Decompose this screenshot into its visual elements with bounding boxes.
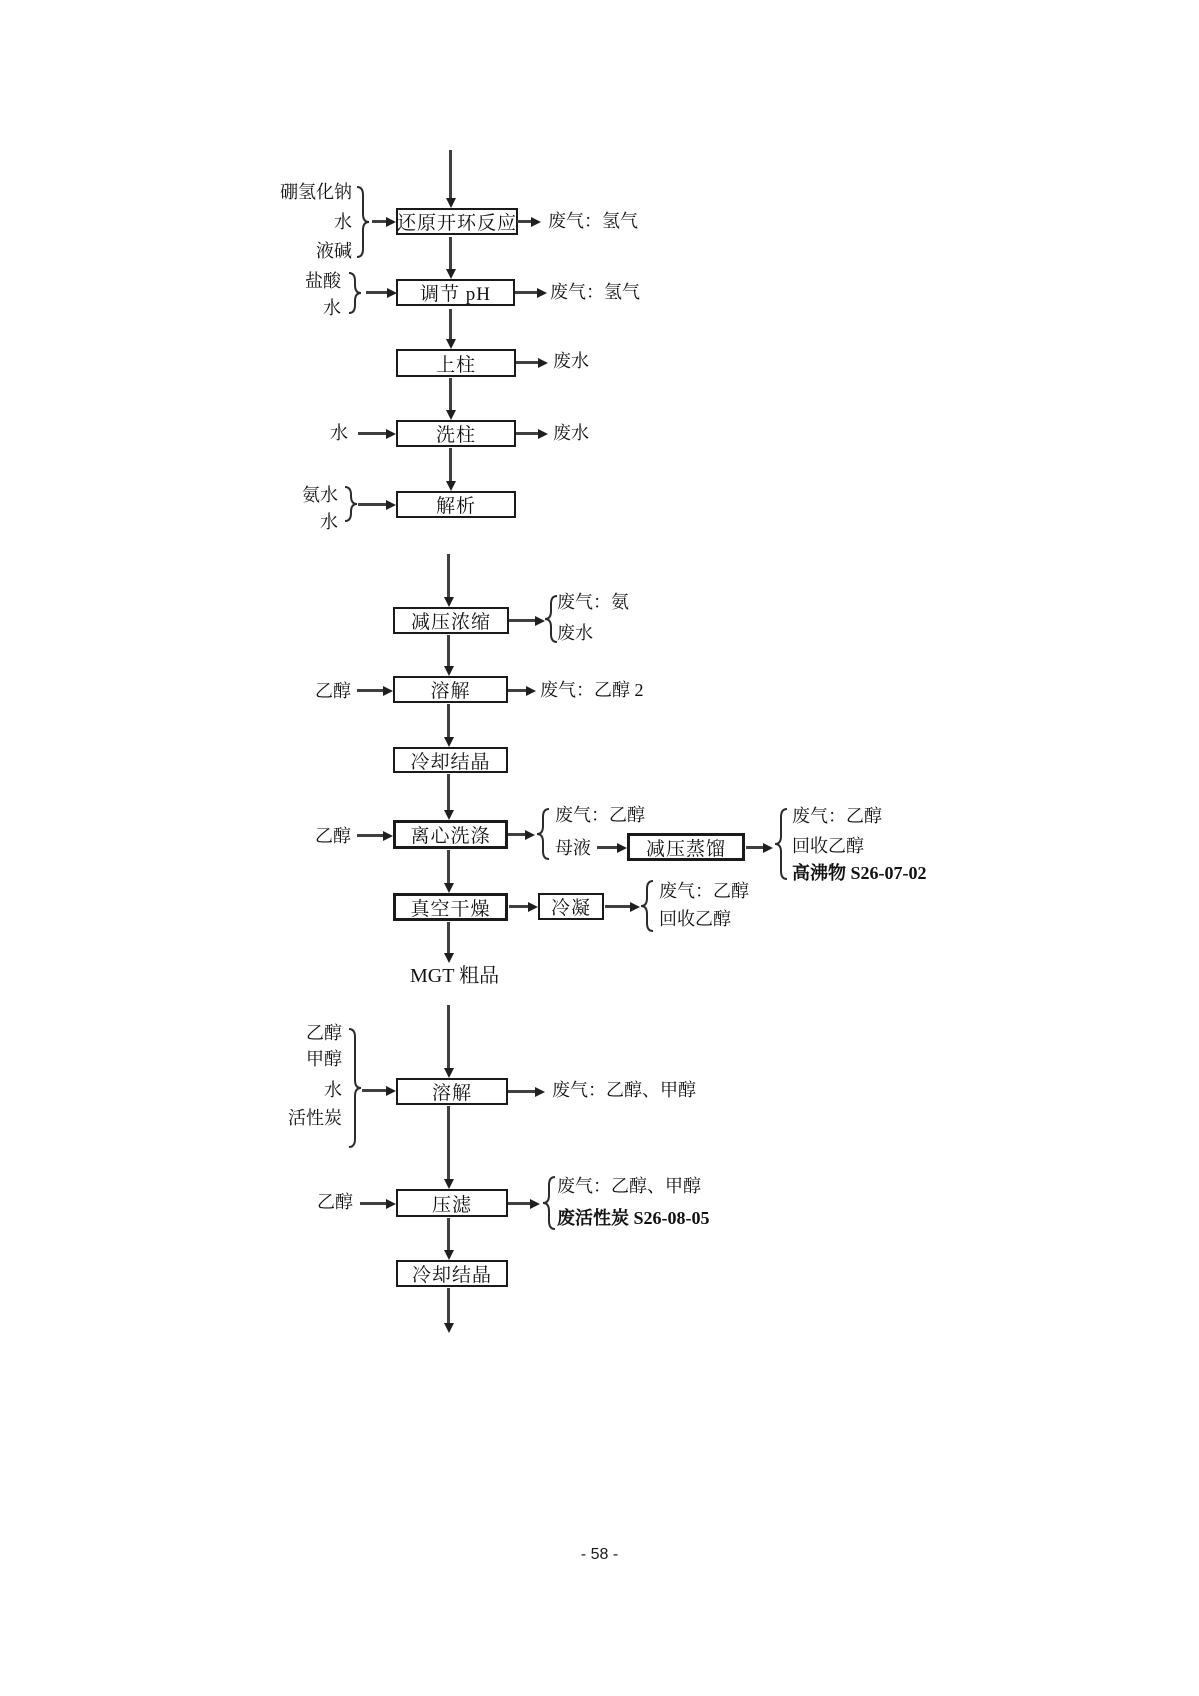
input-label-ammonia-water: 氨水 [302, 485, 338, 505]
flow-arrow-down [447, 635, 450, 666]
intermediate-product-label: MGT 粗品 [410, 965, 500, 987]
input-label-water: 水 [323, 298, 341, 318]
flow-arrow-right [508, 833, 525, 836]
brace-bracket [536, 808, 552, 865]
output-label-waste-gas-ammonia: 废气：氨 [557, 592, 629, 612]
flow-arrow-down [449, 448, 452, 481]
flow-arrow-down [447, 1005, 450, 1068]
process-box-vacuum-drying: 真空干燥 [393, 893, 508, 921]
process-box-filter-press: 压滤 [396, 1189, 508, 1217]
flow-arrow-right [597, 846, 617, 849]
process-box-dissolution-1: 溶解 [393, 676, 508, 703]
input-label-water: 水 [324, 1080, 342, 1100]
flow-arrow-down [447, 922, 450, 953]
flow-arrow-right [357, 834, 383, 837]
output-label-waste-gas-ethanol-methanol: 废气：乙醇、甲醇 [557, 1176, 701, 1196]
flow-arrow-right [357, 689, 383, 692]
flow-arrow-down [447, 554, 450, 597]
flow-arrow-down [447, 704, 450, 737]
page-number: - 58 - [580, 1546, 619, 1563]
flow-arrow-down [447, 850, 450, 883]
input-label-water: 水 [334, 212, 352, 232]
input-label-water: 水 [320, 512, 338, 532]
process-box-vacuum-concentration: 减压浓缩 [393, 607, 509, 634]
process-box-wash-column: 洗柱 [396, 420, 516, 447]
flow-arrow-right [516, 432, 538, 435]
flow-arrow-right [372, 220, 386, 223]
output-label-waste-gas-hydrogen: 废气：氢气 [548, 211, 638, 231]
output-label-wastewater: 废水 [553, 423, 589, 443]
input-label-methanol: 甲醇 [306, 1049, 342, 1069]
brace-bracket [342, 486, 358, 527]
flow-arrow-down [449, 378, 452, 410]
output-label-waste-gas-ethanol: 废气：乙醇 2 [540, 680, 644, 700]
flow-arrow-down [449, 237, 452, 269]
flow-arrow-down [447, 1218, 450, 1250]
flow-arrow-right [358, 503, 386, 506]
process-box-load-column: 上柱 [396, 349, 516, 377]
flow-arrow-down [449, 150, 452, 198]
process-box-cooling-crystallization-2: 冷却结晶 [396, 1260, 508, 1287]
flow-arrow-right [509, 905, 528, 908]
input-label-ethanol: 乙醇 [315, 826, 351, 846]
flow-arrow-right [508, 1090, 535, 1093]
input-label-activated-carbon: 活性炭 [288, 1108, 342, 1128]
flow-arrow-right [508, 1202, 530, 1205]
output-label-mother-liquor: 母液 [555, 838, 591, 858]
process-box-vacuum-distillation: 减压蒸馏 [627, 833, 745, 861]
flow-arrow-right [746, 846, 763, 849]
flow-arrow-right [605, 905, 630, 908]
brace-bracket [774, 808, 790, 885]
flow-arrow-right [366, 291, 387, 294]
output-label-waste-gas-ethanol: 废气：乙醇 [792, 806, 882, 826]
output-label-waste-gas-ethanol-methanol: 废气：乙醇、甲醇 [552, 1080, 696, 1100]
flow-arrow-right [360, 1202, 386, 1205]
brace-bracket [346, 272, 362, 319]
flow-arrow-right [516, 361, 538, 364]
flow-arrow-right [509, 619, 535, 622]
process-box-reduction-ring-opening: 还原开环反应 [396, 208, 518, 235]
process-box-dissolution-2: 溶解 [396, 1078, 508, 1105]
flow-arrow-down [447, 1288, 450, 1323]
brace-bracket [354, 186, 370, 263]
flow-arrow-down [447, 1106, 450, 1179]
flow-arrow-down [449, 309, 452, 339]
process-box-condensation: 冷凝 [538, 893, 604, 920]
input-label-sodium-borohydride: 硼氢化钠 [280, 182, 352, 202]
output-label-recovered-ethanol: 回收乙醇 [792, 836, 864, 856]
flow-arrow-right [517, 220, 531, 223]
process-box-centrifugal-washing: 离心洗涤 [393, 820, 508, 849]
brace-bracket [640, 880, 656, 937]
output-label-waste-gas-ethanol: 废气：乙醇 [555, 805, 645, 825]
output-label-wastewater: 废水 [557, 623, 593, 643]
output-label-waste-gas-hydrogen: 废气：氢气 [550, 282, 640, 302]
output-label-waste-gas-ethanol: 废气：乙醇 [659, 881, 749, 901]
process-box-desorption: 解析 [396, 491, 516, 518]
flow-arrow-right [362, 1089, 386, 1092]
output-label-high-boiler-code: 高沸物 S26-07-02 [792, 863, 927, 883]
flow-arrow-right [508, 689, 526, 692]
input-label-ethanol: 乙醇 [306, 1023, 342, 1043]
input-label-ethanol: 乙醇 [315, 681, 351, 701]
output-label-recovered-ethanol: 回收乙醇 [659, 909, 731, 929]
brace-bracket [542, 1176, 558, 1235]
flow-arrow-right [358, 432, 386, 435]
input-label-hydrochloric-acid: 盐酸 [305, 271, 341, 291]
brace-bracket [346, 1028, 362, 1153]
output-label-wastewater: 废水 [553, 351, 589, 371]
flow-arrow-down [447, 774, 450, 810]
process-box-adjust-ph: 调节 pH [396, 279, 515, 306]
input-label-water: 水 [330, 423, 348, 443]
flow-arrow-right [515, 291, 537, 294]
input-label-ethanol: 乙醇 [317, 1192, 353, 1212]
input-label-liquid-caustic: 液碱 [316, 241, 352, 261]
process-box-cooling-crystallization-1: 冷却结晶 [393, 747, 508, 773]
output-label-spent-activated-carbon-code: 废活性炭 S26-08-05 [557, 1208, 710, 1228]
